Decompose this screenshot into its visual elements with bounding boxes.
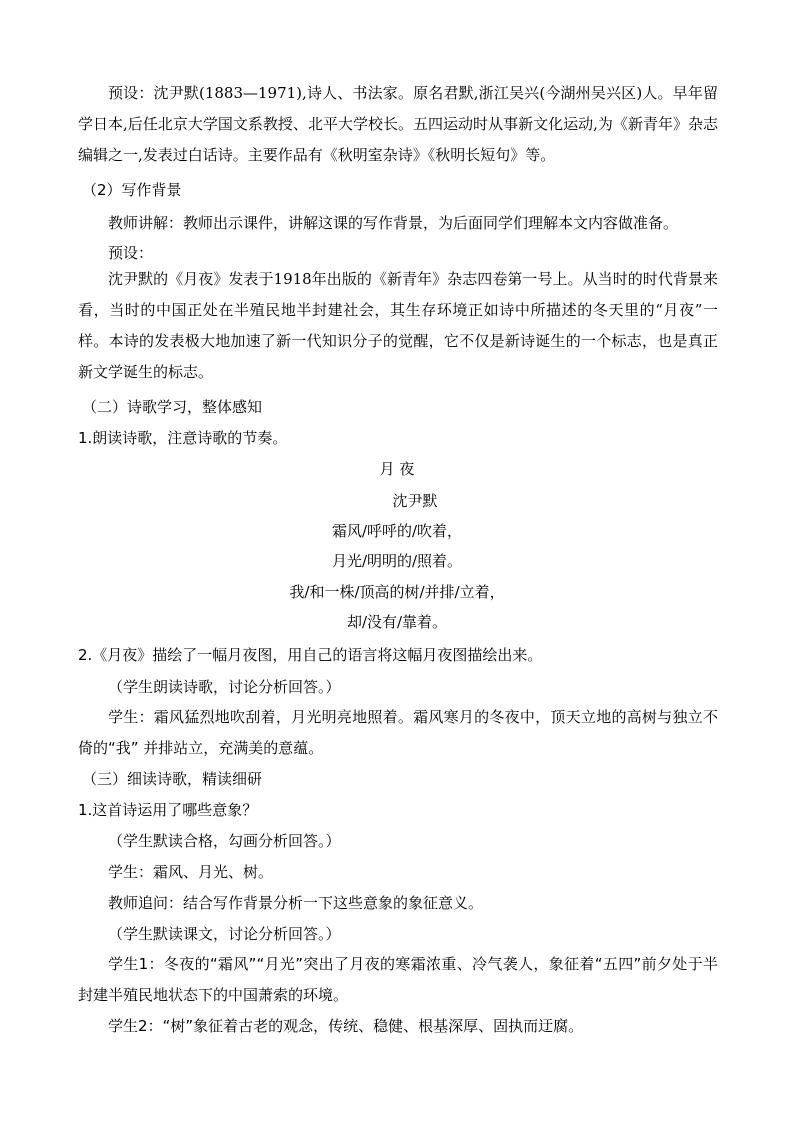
poem-title: 月 夜 <box>379 460 415 478</box>
poem-line: 月光/明明的/照着。 <box>331 552 463 570</box>
section2-task1: 1.朗读诗歌，注意诗歌的节奏。 <box>78 429 288 447</box>
student2-answer: 学生2：“树”象征着古老的观念，传统、稳健、根基深厚、固执而迂腐。 <box>108 1017 584 1035</box>
task2-question: 2.《月夜》描绘了一幅月夜图，用自己的语言将这幅月夜图描绘出来。 <box>78 646 543 664</box>
poem-author: 沈尹默 <box>392 492 438 510</box>
background-heading: （2）写作背景 <box>82 181 182 199</box>
task2-answer: 学生：霜风猛烈地吹刮着，月光明亮地照着。霜风寒月的冬夜中，顶天立地的高树与独立不倚的“我” 并排站立，充满美的意蕴。 <box>78 708 718 757</box>
author-bio-paragraph: 预设：沈尹默(1883—1971),诗人、书法家。原名君默,浙江吴兴(今湖州吴兴区)人。早年留学日本,后任北京大学国文系教授、北平大学校长。五四运动时从事新文化运动,为《新青年》杂志编辑之一,发表过白话诗。主要作品有《秋明室杂诗》《秋明长短句》等。 <box>78 84 718 164</box>
section3-activity2: （学生默读课文，讨论分析回答。） <box>108 925 341 943</box>
teacher-followup: 教师追问：结合写作背景分析一下这些意象的象征意义。 <box>108 894 484 912</box>
teacher-explain-text: 教师讲解：教师出示课件，讲解这课的写作背景，为后面同学们理解本文内容做准备。 <box>108 214 679 232</box>
poem-line: 我/和一株/顶高的树/并排/立着， <box>289 583 505 601</box>
section3-q1: 1.这首诗运用了哪些意象？ <box>78 801 258 819</box>
preset-label: 预设： <box>108 244 154 262</box>
task2-activity: （学生朗读诗歌，讨论分析回答。） <box>108 678 341 696</box>
background-preset-paragraph: 沈尹默的《月夜》发表于1918年出版的《新青年》杂志四卷第一号上。从当时的时代背景来看，当时的中国正处在半殖民地半封建社会，其生存环境正如诗中所描述的冬天里的“月夜”一样。本诗的发表极大地加速了新一代知识分子的觉醒，它不仅是新诗诞生的一个标志，也是真正新文学诞生的标志。 <box>78 270 718 381</box>
poem-line: 霜风/呼呼的/吹着， <box>331 522 463 540</box>
student1-answer: 学生1：冬夜的“霜风”“月光”突出了月夜的寒霜浓重、冷气袭人，象征着“五四”前夕处于半封建半殖民地状态下的中国萧索的环境。 <box>78 955 718 1004</box>
poem-line: 却/没有/靠着。 <box>346 613 448 631</box>
section3-answer1: 学生：霜风、月光、树。 <box>108 863 274 881</box>
section3-heading: （三）细读诗歌，精读细研 <box>82 770 263 788</box>
section3-activity1: （学生默读合格，勾画分析回答。） <box>108 832 341 850</box>
section2-heading: （二）诗歌学习，整体感知 <box>82 398 263 416</box>
